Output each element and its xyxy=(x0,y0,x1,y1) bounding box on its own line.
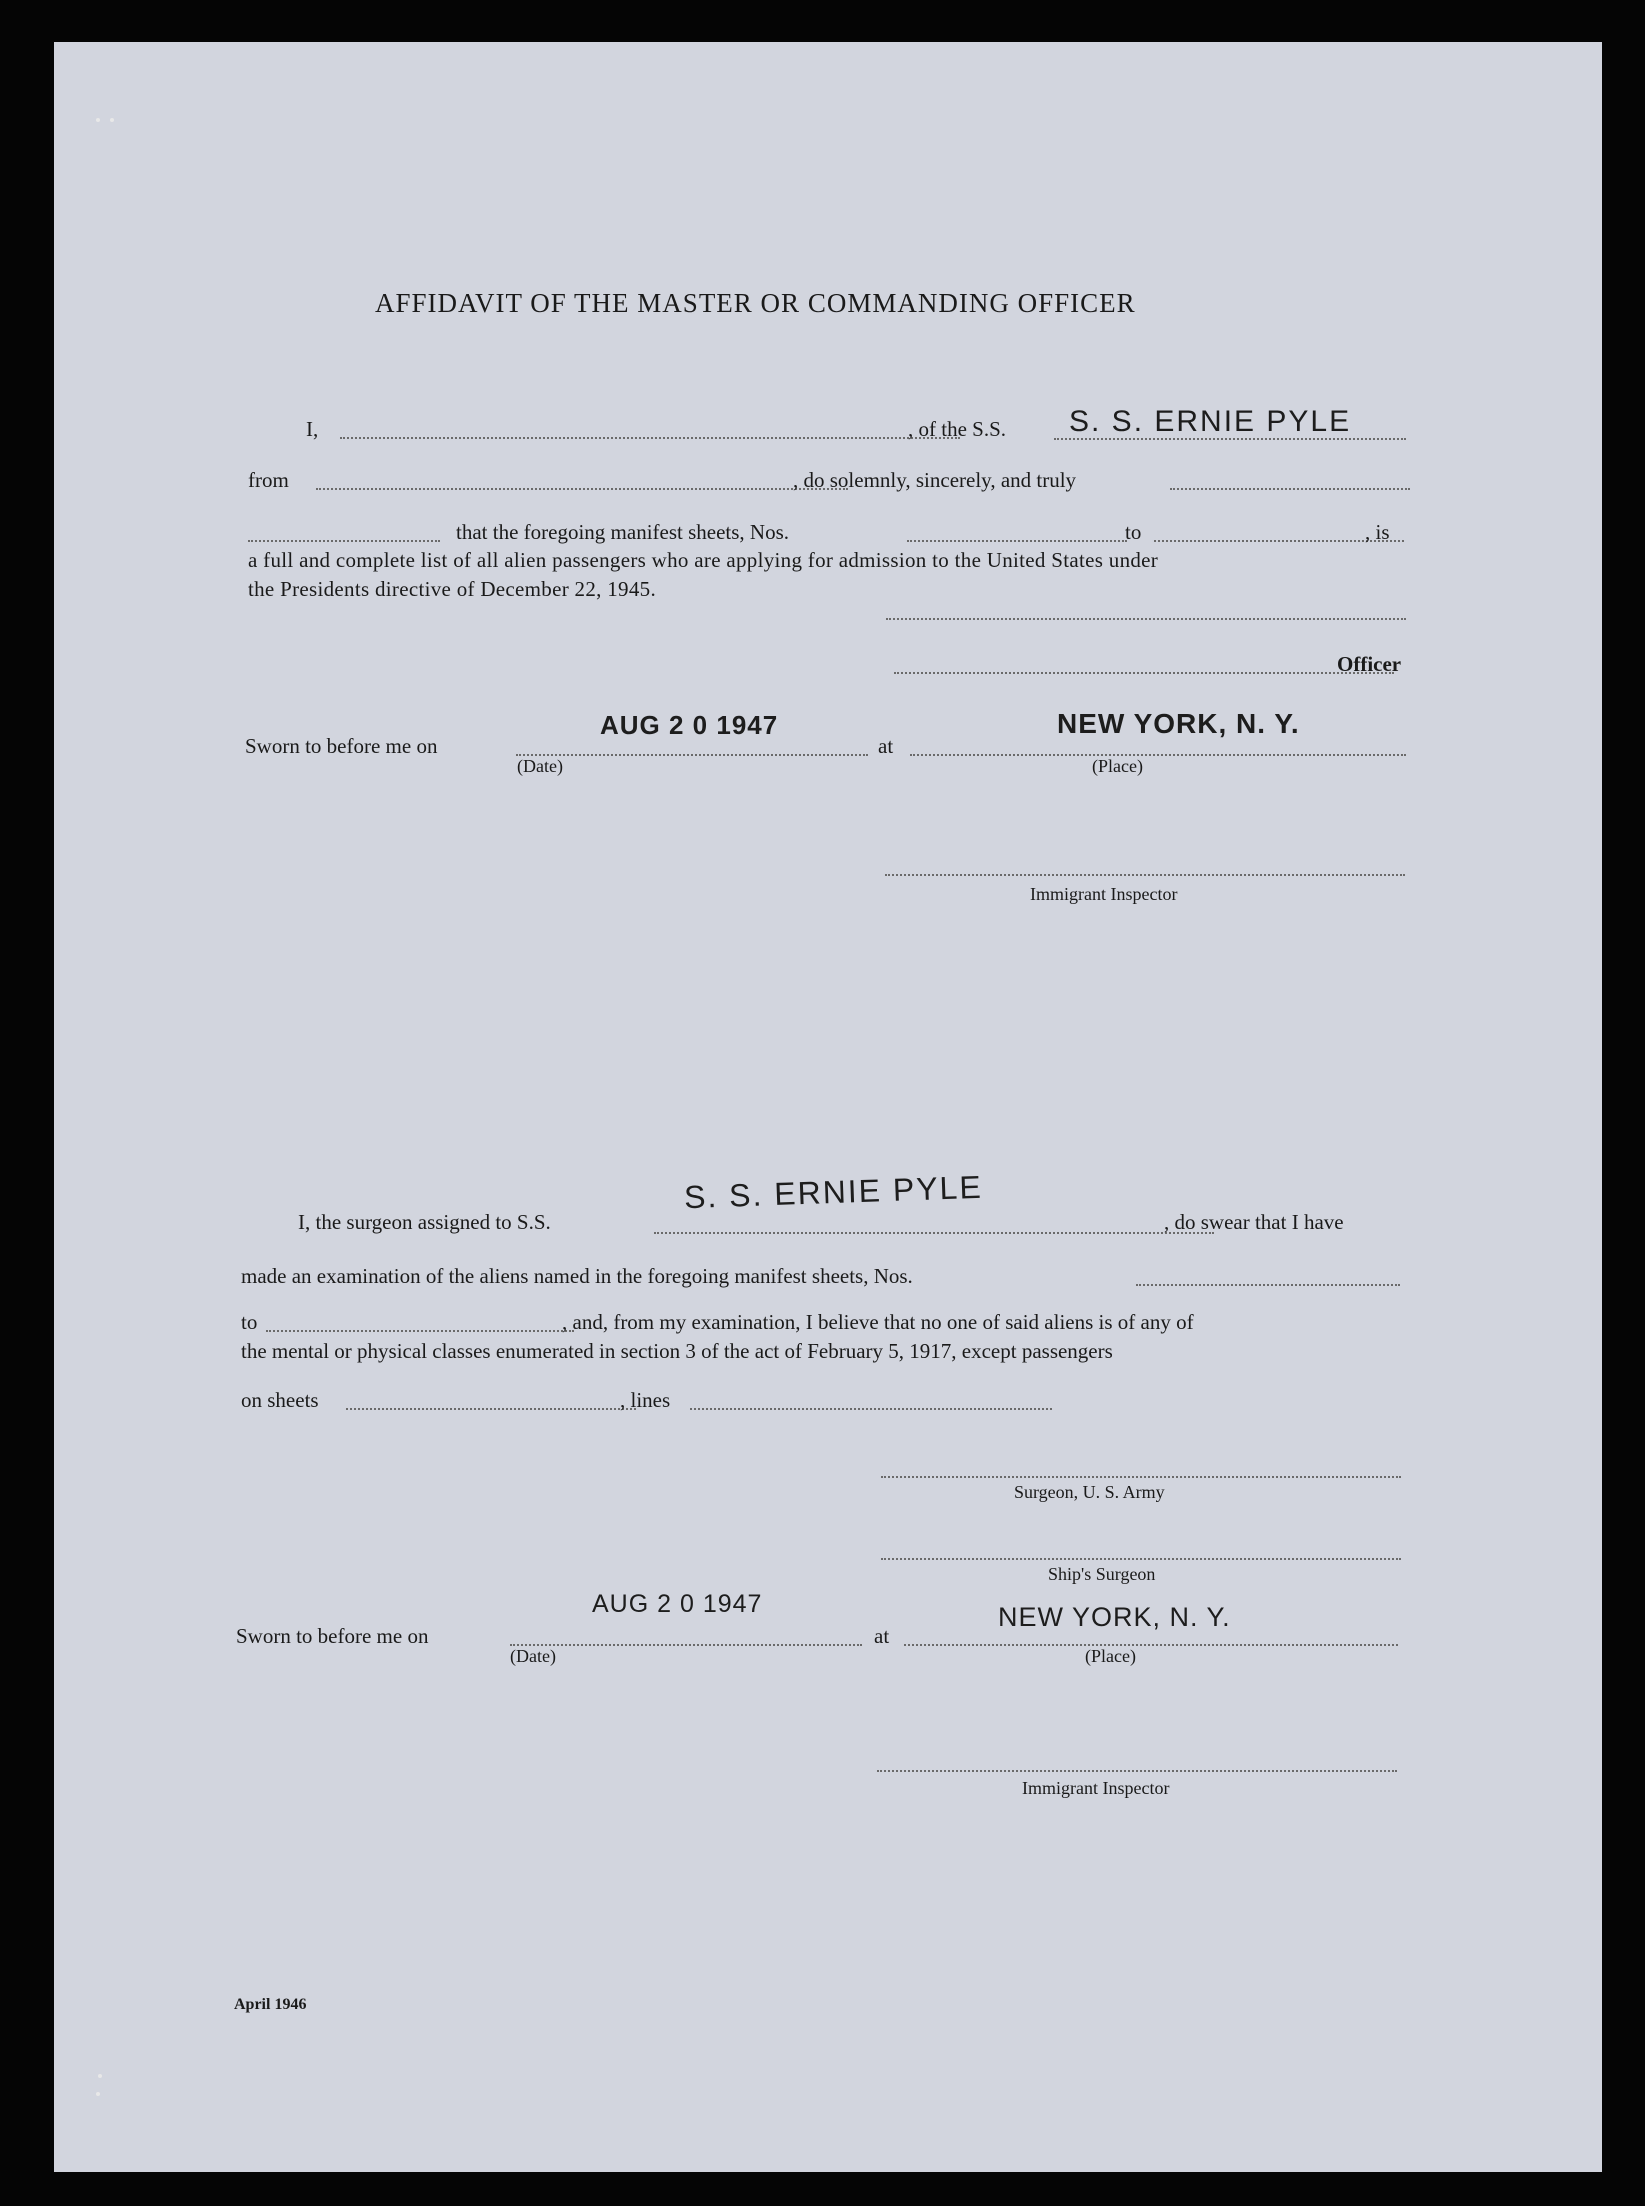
ships-surgeon-signature-line[interactable] xyxy=(881,1558,1401,1560)
on-sheets-label: on sheets xyxy=(241,1388,319,1412)
master-ship-line[interactable] xyxy=(1054,438,1406,440)
lines-label: , lines xyxy=(620,1388,671,1412)
master-i-label: I, xyxy=(306,417,319,441)
date-caption: (Date) xyxy=(517,756,563,776)
edge-speck xyxy=(96,118,100,122)
surgeon-inspector-label: Immigrant Inspector xyxy=(1022,1778,1170,1798)
is-label: , is xyxy=(1365,520,1390,544)
surgeon-line-4: the mental or physical classes enumerated in section 3 of the act of February 5, 1917, except passengers xyxy=(241,1339,1113,1363)
surgeon-line-1-start: I, the surgeon assigned to S.S. xyxy=(298,1210,551,1234)
sworn-label: Sworn to before me on xyxy=(245,734,438,758)
form-page xyxy=(54,42,1602,2172)
inspector-label: Immigrant Inspector xyxy=(1030,884,1178,904)
master-signature-line[interactable] xyxy=(886,618,1406,620)
surgeon-ship-name: S. S. ERNIE PYLE xyxy=(683,1168,984,1216)
solemnly-label: , do solemnly, sincerely, and truly xyxy=(793,468,1077,492)
surgeon-to-label: to xyxy=(241,1310,258,1334)
affidavit-body-line-2: the Presidents directive of December 22, 1945. xyxy=(248,577,657,601)
edge-speck xyxy=(110,118,114,122)
manifest-label: that the foregoing manifest sheets, Nos. xyxy=(456,520,790,544)
surgeon-sworn-date-stamp: AUG 2 0 1947 xyxy=(592,1590,763,1618)
surgeon-ship-line[interactable] xyxy=(654,1232,1214,1234)
surgeon-place-caption: (Place) xyxy=(1085,1646,1136,1666)
sworn-date-line[interactable] xyxy=(516,754,868,756)
master-name-line[interactable] xyxy=(340,437,960,439)
manifest-from-line[interactable] xyxy=(907,540,1127,542)
officer-signature-line[interactable] xyxy=(894,672,1394,674)
on-sheets-line[interactable] xyxy=(346,1408,636,1410)
surgeon-inspector-signature-line[interactable] xyxy=(877,1770,1397,1772)
form-date: April 1946 xyxy=(234,1996,307,2013)
from-label: from xyxy=(248,468,289,492)
from-port-line[interactable] xyxy=(316,488,848,490)
affidavit-body-line-1: a full and complete list of all alien passengers who are applying for admission to the United States under xyxy=(248,548,1159,572)
sworn-place-line[interactable] xyxy=(910,754,1406,756)
surgeon-line-2: made an examination of the aliens named in the foregoing manifest sheets, Nos. xyxy=(241,1264,913,1288)
surgeon-sworn-place-line[interactable] xyxy=(904,1644,1398,1646)
inspector-signature-line[interactable] xyxy=(885,874,1405,876)
master-ship-name: S. S. ERNIE PYLE xyxy=(1069,405,1352,438)
manifest-to-label: to xyxy=(1125,520,1142,544)
surgeon-manifest-from-line[interactable] xyxy=(1136,1284,1400,1286)
lines-line[interactable] xyxy=(690,1408,1052,1410)
edge-speck xyxy=(98,2074,102,2078)
surgeon-line-3-end: , and, from my examination, I believe that no one of said aliens is of any of xyxy=(562,1310,1194,1334)
ships-surgeon-label: Ship's Surgeon xyxy=(1048,1564,1156,1584)
edge-speck xyxy=(96,2092,100,2096)
surgeon-sworn-date-line[interactable] xyxy=(510,1644,862,1646)
of-the-ss-label: , of the S.S. xyxy=(908,417,1007,441)
sworn-date-stamp: AUG 2 0 1947 xyxy=(600,710,779,740)
affidavit-title: AFFIDAVIT OF THE MASTER OR COMMANDING OFFICER xyxy=(375,288,1136,318)
army-surgeon-signature-line[interactable] xyxy=(881,1476,1401,1478)
place-caption: (Place) xyxy=(1092,756,1143,776)
officer-label: Officer xyxy=(1337,652,1402,676)
surgeon-sworn-label: Sworn to before me on xyxy=(236,1624,429,1648)
truly-line[interactable] xyxy=(1170,488,1410,490)
army-surgeon-label: Surgeon, U. S. Army xyxy=(1014,1482,1165,1502)
surgeon-manifest-to-line[interactable] xyxy=(266,1330,574,1332)
surgeon-line-1-end: , do swear that I have xyxy=(1164,1210,1344,1234)
surgeon-date-caption: (Date) xyxy=(510,1646,556,1666)
surgeon-sworn-place-stamp: NEW YORK, N. Y. xyxy=(998,1602,1231,1632)
sworn-place-stamp: NEW YORK, N. Y. xyxy=(1057,708,1300,739)
at-label: at xyxy=(878,734,894,758)
oath-word-line[interactable] xyxy=(248,540,440,542)
surgeon-at-label: at xyxy=(874,1624,890,1648)
